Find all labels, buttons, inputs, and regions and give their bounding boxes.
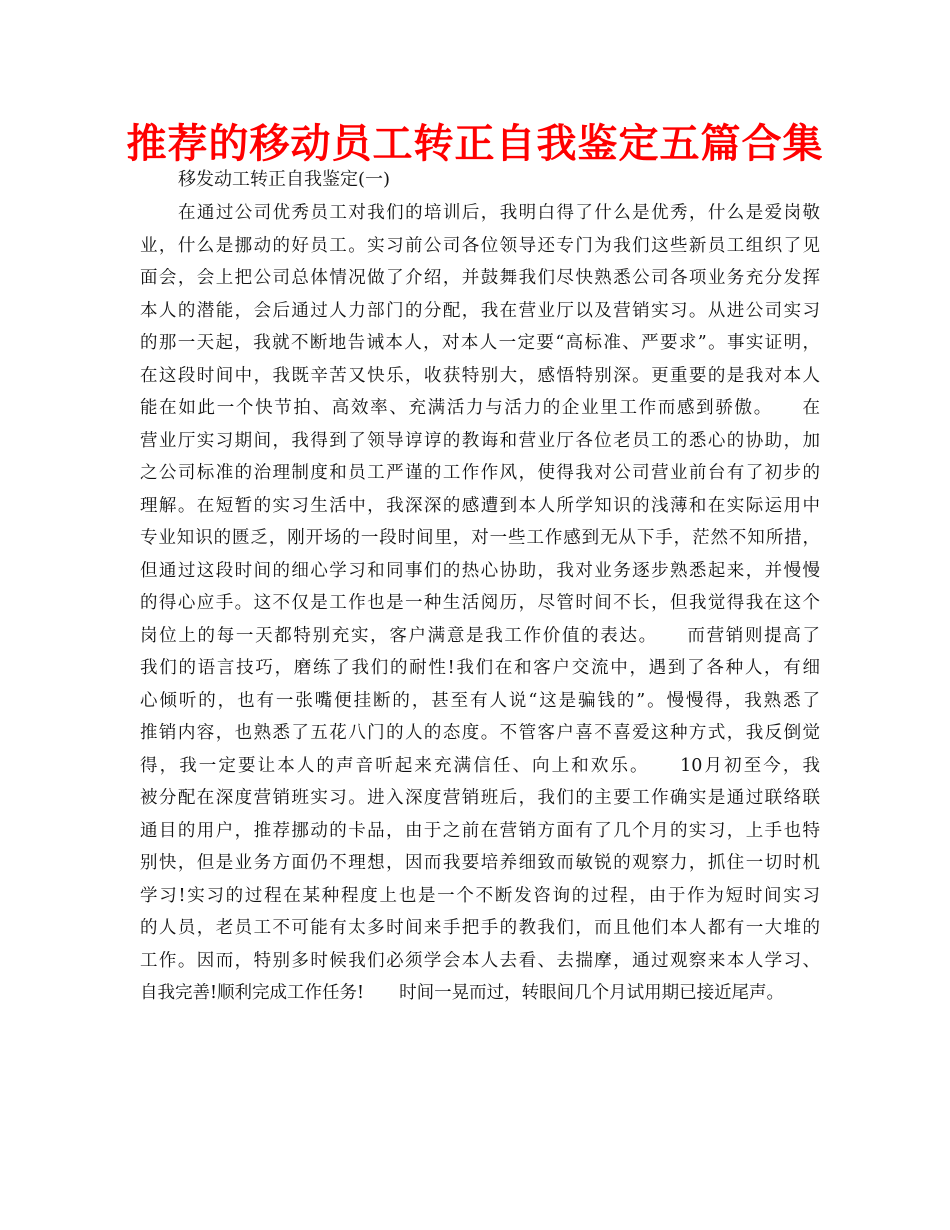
- text-line: 被分配在深度营销班实习。进入深度营销班后，我们的主要工作确实是通过联络联: [140, 788, 820, 808]
- body-paragraph: [140, 197, 820, 1010]
- text-line: 我们的语言技巧，磨练了我们的耐性!我们在和客户交流中，遇到了各种人，有细: [140, 658, 820, 678]
- text-line: 心倾听的，也有一张嘴便挂断的，甚至有人说“这是骗钱的”。慢慢得，我熟悉了: [140, 690, 820, 711]
- text-line: 的那一天起，我就不断地告诫本人，对本人一定要“高标准、严要求”。事实证明，: [140, 333, 820, 353]
- text-line: 面会，会上把公司总体情况做了介绍，并鼓舞我们尽快熟悉公司各项业务充分发挥: [140, 268, 820, 288]
- text-line: 能在如此一个快节拍、高效率、充满活力与活力的企业里工作而感到骄傲。 在: [140, 398, 820, 418]
- text-line: 营业厅实习期间，我得到了领导谆谆的教诲和营业厅各位老员工的悉心的协助，加: [140, 430, 820, 451]
- text-line: 推销内容，也熟悉了五花八门的人的态度。不管客户喜不喜爱这种方式，我反倒觉: [140, 723, 820, 743]
- text-line: 的得心应手。这不仅是工作也是一种生活阅历，尽管时间不长，但我觉得我在这个: [140, 593, 820, 613]
- text-line: 业，什么是挪动的好员工。实习前公司各位领导还专门为我们这些新员工组织了见: [140, 235, 820, 256]
- text-line: 理解。在短暂的实习生活中，我深深的感遭到本人所学知识的浅薄和在实际运用中: [140, 495, 820, 516]
- text-line: 岗位上的每一天都特别充实，客户满意是我工作价值的表达。 而营销则提高了: [140, 625, 820, 646]
- text-line: 别快，但是业务方面仍不理想，因而我要培养细致而敏锐的观察力，抓住一切时机: [140, 853, 820, 873]
- text-line: 通目的用户，推荐挪动的卡品，由于之前在营销方面有了几个月的实习，上手也特: [140, 820, 820, 841]
- text-line: 之公司标准的治理制度和员工严谨的工作作风，使得我对公司营业前台有了初步的: [140, 463, 820, 483]
- text-line: 自我完善!顺利完成工作任务! 时间一晃而过，转眼间几个月试用期已接近尾声。: [140, 983, 785, 1003]
- text-line: 学习!实习的过程在某种程度上也是一个不断发咨询的过程，由于作为短时间实习: [140, 885, 820, 906]
- text-line: 在通过公司优秀员工对我们的培训后，我明白得了什么是优秀，什么是爱岗敬: [178, 203, 820, 223]
- text-line: 专业知识的匮乏，刚开场的一段时间里，对一些工作感到无从下手，茫然不知所措，: [140, 528, 820, 548]
- text-line: 本人的潜能，会后通过人力部门的分配，我在营业厅以及营销实习。从进公司实习: [140, 300, 820, 321]
- text-line: 工作。因而，特别多时候我们必须学会本人去看、去揣摩，通过观察来本人学习、: [140, 950, 820, 971]
- text-line: 但通过这段时间的细心学习和同事们的热心协助，我对业务逐步熟悉起来，并慢慢: [140, 560, 820, 581]
- text-line: 在这段时间中，我既辛苦又快乐，收获特别大，感悟特别深。更重要的是我对本人: [140, 365, 820, 386]
- document-title: 推荐的移动员工转正自我鉴定五篇合集: [126, 121, 824, 167]
- text-line: 得，我一定要让本人的声音听起来充满信任、向上和欢乐。 10月初至今，我: [140, 755, 820, 776]
- section-heading: 移发动工转正自我鉴定(一): [178, 169, 391, 190]
- text-line: 的人员，老员工不可能有太多时间来手把手的教我们，而且他们本人都有一大堆的: [140, 918, 820, 938]
